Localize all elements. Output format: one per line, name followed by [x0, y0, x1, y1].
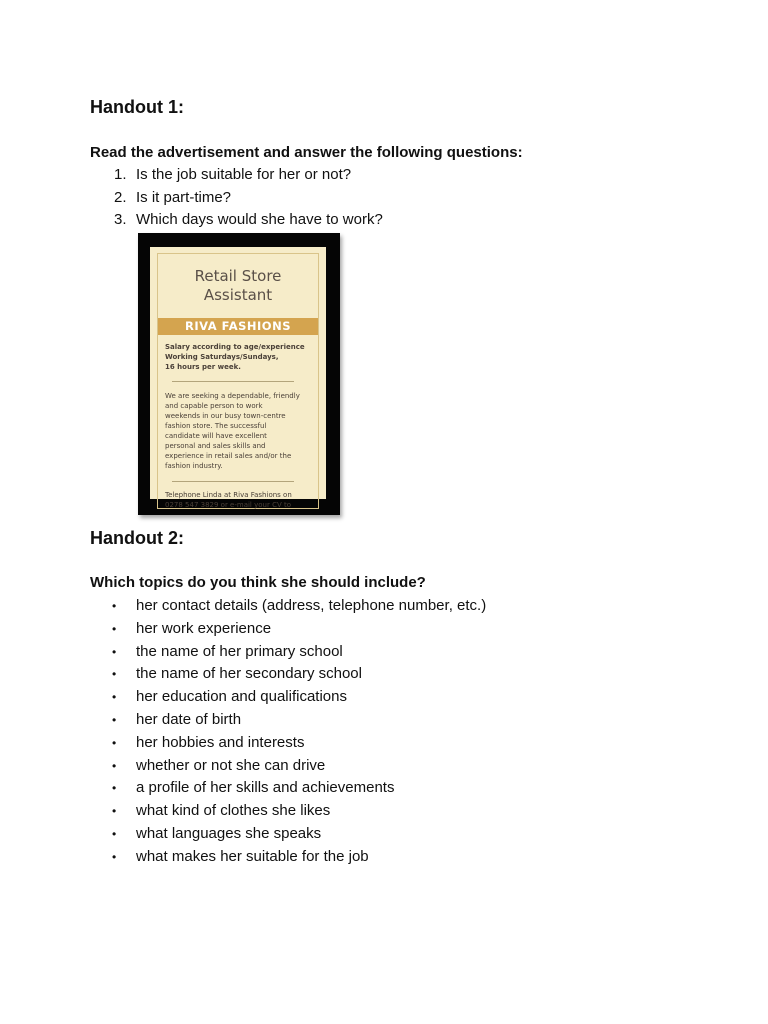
- ad-job-title: [150, 267, 326, 305]
- topic-text: what makes her suitable for the job: [136, 847, 369, 865]
- question-item: [90, 164, 383, 187]
- ad-job-details: [165, 342, 315, 372]
- bullet-icon: •: [112, 690, 117, 705]
- question-number: 3.: [114, 211, 127, 228]
- list-item: [90, 777, 486, 800]
- topic-text: what kind of clothes she likes: [136, 802, 331, 820]
- topic-text: her date of birth: [136, 710, 242, 728]
- ad-company-band: RIVA FASHIONS: [158, 318, 318, 335]
- handout-1-instruction: Read the advertisement and answer the following questions:: [90, 144, 523, 161]
- list-item: [90, 641, 486, 664]
- advertisement-image: [138, 233, 340, 515]
- ad-body-line: experience in retail sales and/or the: [165, 452, 292, 460]
- list-item: [90, 800, 486, 823]
- list-item: [90, 595, 486, 618]
- list-item: [90, 755, 486, 778]
- ad-detail-line: 16 hours per week.: [165, 363, 241, 371]
- list-item: [90, 618, 486, 641]
- ad-body-line: candidate will have excellent: [165, 432, 267, 440]
- ad-description: [165, 391, 315, 471]
- ad-body-line: fashion industry.: [165, 462, 223, 470]
- bullet-icon: •: [112, 804, 117, 819]
- topic-text: her education and qualifications: [136, 688, 347, 706]
- ad-body-line: and capable person to work: [165, 402, 263, 410]
- ad-body-line: fashion store. The successful: [165, 422, 267, 430]
- ad-body-line: weekends in our busy town-centre: [165, 412, 286, 420]
- handout-2-question: Which topics do you think she should include?: [90, 574, 426, 591]
- bullet-icon: •: [112, 644, 117, 659]
- ad-divider: [172, 481, 294, 482]
- bullet-icon: •: [112, 781, 117, 796]
- ad-detail-line: Salary according to age/experience: [165, 343, 305, 351]
- topic-text: her work experience: [136, 619, 272, 637]
- ad-contact-line: 0278 547 3829 or e-mail your CV to: [165, 501, 291, 509]
- bullet-icon: •: [112, 826, 117, 841]
- list-item: [90, 686, 486, 709]
- list-item: [90, 663, 486, 686]
- ad-contact: [165, 490, 315, 510]
- topic-text: her contact details (address, telephone number, etc.): [136, 597, 487, 614]
- ad-contact-line: Telephone Linda at Riva Fashions on: [165, 491, 292, 499]
- bullet-icon: •: [112, 599, 117, 613]
- bullet-icon: •: [112, 667, 117, 682]
- question-text: Is it part-time?: [136, 188, 232, 206]
- question-list: [90, 164, 383, 232]
- question-number: 1.: [114, 166, 127, 183]
- ad-title-line-1: Retail Store: [194, 267, 282, 285]
- bullet-icon: •: [112, 758, 117, 773]
- topic-text: a profile of her skills and achievements: [136, 779, 395, 797]
- topic-list: [90, 595, 486, 869]
- list-item: [90, 709, 486, 732]
- question-item: [90, 187, 383, 210]
- question-number: 2.: [114, 188, 127, 206]
- topic-text: the name of her secondary school: [136, 665, 362, 683]
- topic-text: the name of her primary school: [136, 642, 343, 660]
- question-item: [90, 209, 383, 232]
- bullet-icon: •: [112, 621, 117, 636]
- list-item: [90, 846, 486, 869]
- topic-text: what languages she speaks: [136, 824, 322, 842]
- question-text: Which days would she have to work?: [136, 211, 383, 228]
- ad-body-line: personal and sales skills and: [165, 442, 266, 450]
- ad-detail-line: Working Saturdays/Sundays,: [165, 353, 279, 361]
- advertisement-paper: [150, 247, 326, 509]
- topic-text: whether or not she can drive: [136, 756, 326, 774]
- handout-2-heading: Handout 2:: [90, 528, 184, 548]
- list-item: [90, 823, 486, 846]
- ad-title-line-2: Assistant: [203, 286, 273, 304]
- question-text: Is the job suitable for her or not?: [136, 166, 352, 183]
- ad-body-line: We are seeking a dependable, friendly: [165, 392, 300, 400]
- list-item: [90, 732, 486, 755]
- ad-divider: [172, 381, 294, 382]
- bullet-icon: •: [112, 735, 117, 750]
- handout-1-heading: Handout 1:: [90, 97, 184, 117]
- topic-text: her hobbies and interests: [136, 733, 305, 751]
- bullet-icon: •: [112, 712, 117, 727]
- bullet-icon: •: [112, 849, 117, 864]
